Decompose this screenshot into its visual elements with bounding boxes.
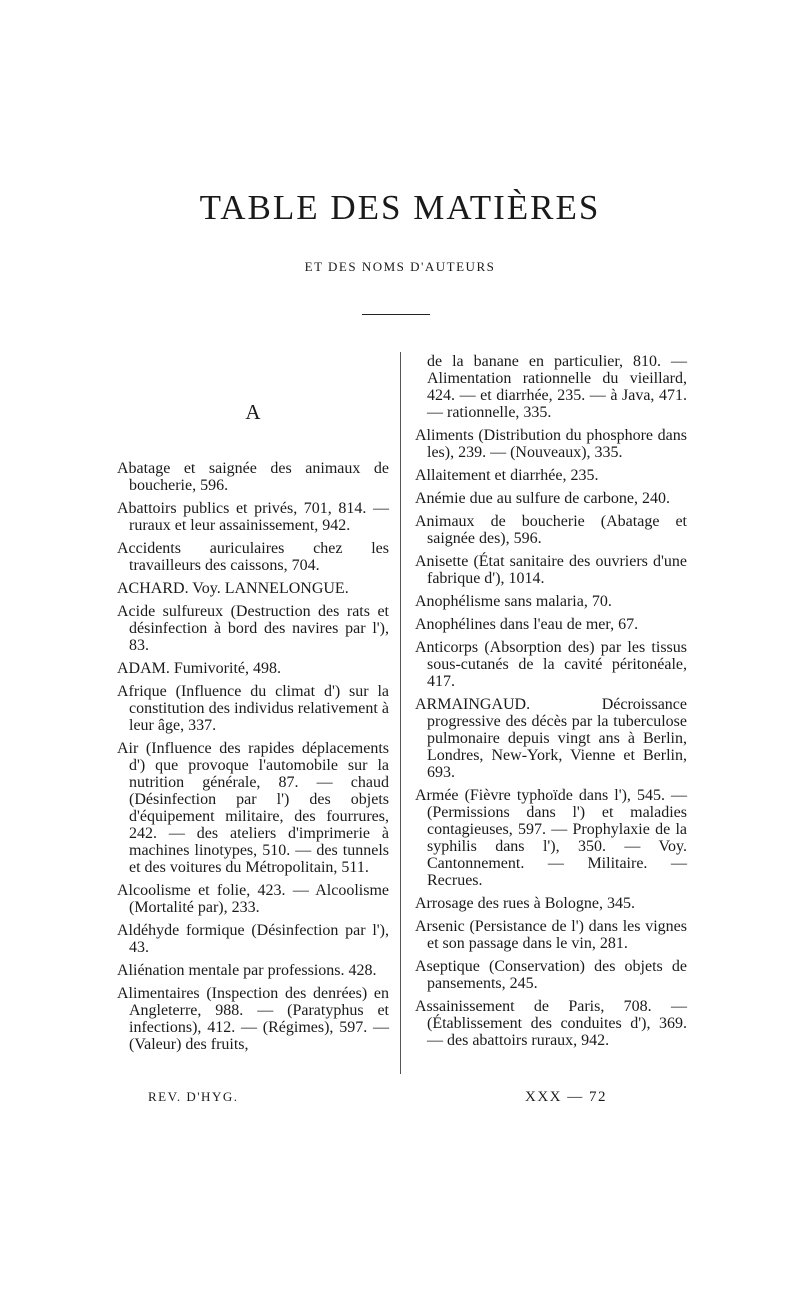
column-divider — [400, 352, 401, 1074]
index-entry: Abatage et saignée des animaux de boucherie, 596. — [117, 460, 389, 494]
footer-journal-abbrev: REV. D'HYG. — [148, 1089, 239, 1104]
index-entry: Arsenic (Persistance de l') dans les vignes et son passage dans le vin, 281. — [415, 918, 687, 952]
index-entry: Allaitement et diarrhée, 235. — [415, 467, 599, 484]
index-entry: Alimentaires (Inspection des denrées) en Angleterre, 988. — (Paratyphus et infections), 412. — (Régimes), 597. — (Valeur) des fruits, — [117, 985, 389, 1053]
index-entry: ARMAINGAUD. Décroissance progressive des décès par la tuberculose pulmonaire depuis vingt ans à Berlin, Londres, New-York, Vienne et Berlin, 693. — [415, 696, 687, 781]
page-subtitle: ET DES NOMS D'AUTEURS — [304, 259, 496, 274]
index-entry: Armée (Fièvre typhoïde dans l'), 545. — (Permissions dans l') et maladies contagieuses, 597. — Prophylaxie de la syphilis dans l'), 350. — Voy. Cantonnement. — Militaire. — Recrues. — [415, 787, 687, 889]
index-entry: Aldéhyde formique (Désinfection par l'), 43. — [117, 922, 389, 956]
left-column — [117, 460, 389, 1059]
index-entry: Arrosage des rues à Bologne, 345. — [415, 895, 635, 912]
section-letter: A — [245, 400, 261, 424]
index-entry: ADAM. Fumivorité, 498. — [117, 660, 281, 677]
index-entry: Aliments (Distribution du phosphore dans les), 239. — (Nouveaux), 335. — [415, 427, 687, 461]
index-entry: Aseptique (Conservation) des objets de pansements, 245. — [415, 958, 687, 992]
index-entry: Anophélisme sans malaria, 70. — [415, 593, 612, 610]
index-entry: Anémie due au sulfure de carbone, 240. — [415, 490, 671, 507]
page-title: TABLE DES MATIÈRES — [199, 188, 601, 227]
index-entry: Aliénation mentale par professions. 428. — [117, 962, 377, 979]
index-entry: Anisette (État sanitaire des ouvriers d'une fabrique d'), 1014. — [415, 553, 687, 587]
right-column — [415, 353, 687, 1055]
index-entry: Anophélines dans l'eau de mer, 67. — [415, 616, 639, 633]
index-entry: Animaux de boucherie (Abatage et saignée des), 596. — [415, 513, 687, 547]
title-rule — [362, 314, 430, 315]
index-entry: Acide sulfureux (Destruction des rats et désinfection à bord des navires par l'), 83. — [117, 603, 389, 654]
index-entry: Abattoirs publics et privés, 701, 814. — ruraux et leur assainissement, 942. — [117, 500, 389, 534]
footer-signature: XXX — 72 — [525, 1089, 607, 1105]
index-entry: Assainissement de Paris, 708. — (Établissement des conduites d'), 369. — des abattoirs ruraux, 942. — [415, 998, 687, 1049]
index-entry: Anticorps (Absorption des) par les tissus sous-cutanés de la cavité péritonéale, 417. — [415, 639, 687, 690]
index-entry: ACHARD. Voy. LANNELONGUE. — [117, 580, 349, 597]
index-entry: Afrique (Influence du climat d') sur la constitution des individus relativement à leur âge, 337. — [117, 683, 389, 734]
index-entry-continuation: de la banane en particulier, 810. — Alimentation rationnelle du vieillard, 424. — et diarrhée, 235. — à Java, 471. — rationnelle, 335. — [427, 353, 687, 421]
index-entry: Accidents auriculaires chez les travailleurs des caissons, 704. — [117, 540, 389, 574]
index-entry: Air (Influence des rapides déplacements d') que provoque l'automobile sur la nutrition générale, 87. — chaud (Désinfection par l') des objets d'équipement militaire, des fourrures, 242. — des ateliers d'imprimerie à machines linotypes, 510. — des tunnels et des voitures du Métropolitain, 511. — [117, 740, 389, 876]
index-entry: Alcoolisme et folie, 423. — Alcoolisme (Mortalité par), 233. — [117, 882, 389, 916]
